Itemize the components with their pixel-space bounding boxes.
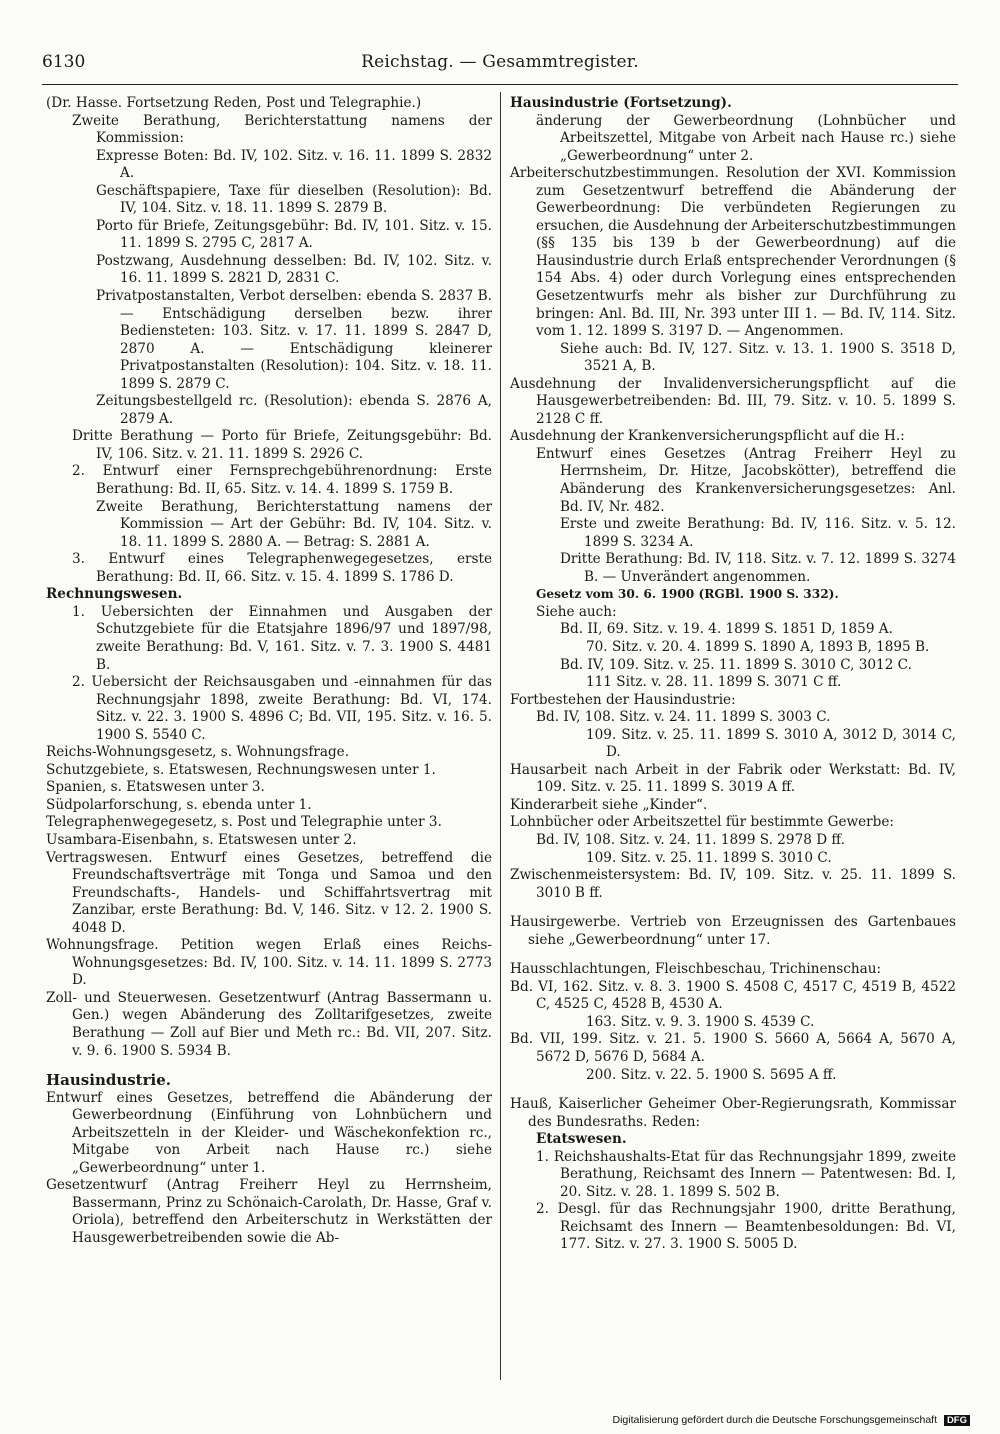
header-rule	[42, 84, 958, 85]
index-entry: änderung der Gewerbeordnung (Lohnbücher und Arbeitszettel, Mitgabe von Arbeit nach Hause rc.) siehe „Gewerbeordnung“ unter 2.	[536, 112, 956, 164]
cross-reference: Telegraphenwegegesetz, s. Post und Telegraphie unter 3.	[46, 814, 442, 831]
numbered-entry: 1. Reichshaushalts-Etat für das Rechnungsjahr 1899, zweite Berathung, Reichsamt des Innern — Patentwesen: Bd. I, 20. Sitz. v. 28. 1. 1899 S. 502 B.	[536, 1148, 956, 1200]
cross-reference: Schutzgebiete, s. Etatswesen, Rechnungswesen unter 1.	[46, 761, 436, 778]
index-entry: Erste und zweite Berathung: Bd. IV, 116. Sitz. v. 5. 12. 1899 S. 3234 A.	[560, 516, 956, 550]
index-entry: 200. Sitz. v. 22. 5. 1900 S. 5695 A ff.	[586, 1066, 837, 1083]
index-entry: Bd. VI, 162. Sitz. v. 8. 3. 1900 S. 4508 C, 4517 C, 4519 B, 4522 C, 4525 C, 4528 B, 4530 A.	[510, 978, 956, 1013]
index-entry: Ausdehnung der Invalidenversicherungspflicht auf die Hausgewerbetreibenden: Bd. III, 79. Sitz. v. 10. 5. 1899 S. 2128 C ff.	[510, 375, 956, 427]
index-entry: Dritte Berathung — Porto für Briefe, Zeitungsgebühr: Bd. IV, 106. Sitz. v. 21. 11. 1899 S. 2926 C.	[72, 428, 492, 462]
numbered-entry: 2. Desgl. für das Rechnungsjahr 1900, dritte Berathung, Reichsamt des Innern — Beamtenbesoldungen: Bd. VI, 177. Sitz. v. 27. 3. 1900 S. 5005 D.	[536, 1201, 956, 1253]
index-entry: Entwurf eines Gesetzes, betreffend die Abänderung der Gewerbeordnung (Einführung von Lohnbüchern und Arbeitszetteln in der Kleider- und Wäschekonfektion rc., Mitgabe von Arbeit nach Hause rc.) siehe „Gewerbeordnung“ unter 1.	[46, 1089, 492, 1176]
cross-reference: Südpolarforschung, s. ebenda unter 1.	[46, 796, 312, 813]
cross-reference: Reichs-Wohnungsgesetz, s. Wohnungsfrage.	[46, 744, 350, 761]
left-column	[46, 95, 492, 1248]
numbered-entry: 3. Entwurf eines Telegraphenwegegesetzes, erste Berathung: Bd. II, 66. Sitz. v. 15. 4. 1899 S. 1786 D.	[72, 551, 492, 585]
index-entry: 70. Sitz. v. 20. 4. 1899 S. 1890 A, 1893 B, 1895 B.	[586, 638, 930, 655]
index-entry: Arbeiterschutzbestimmungen. Resolution der XVI. Kommission zum Gesetzentwurf betreffend die Abänderung der Gewerbeordnung: Die verbündeten Regierungen zu ersuchen, die Ausdehnung der Arbeiterschutzbestimmungen (§§ 135 bis 139 b der Gewerbeordnung) auf die Hausindustrie durch Erlaß entsprechender Verordnungen (§ 154 Abs. 4) oder durch Vorlegung eines entsprechenden Gesetzentwurfs mehr als bisher zur Durchführung zu bringen: Anl. Bd. III, Nr. 393 unter III 1. — Bd. IV, 114. Sitz. vom 1. 12. 1899 S. 3197 D. — Angenommen.	[510, 165, 956, 340]
page-number: 6130	[42, 52, 86, 72]
index-entry: Postzwang, Ausdehnung desselben: Bd. IV, 102. Sitz. v. 16. 11. 1899 S. 2821 D, 2831 C.	[96, 252, 492, 287]
numbered-entry: 2. Entwurf einer Fernsprechgebührenordnung: Erste Berathung: Bd. II, 65. Sitz. v. 14. 4. 1899 S. 1759 B.	[72, 463, 492, 498]
cross-reference: Spanien, s. Etatswesen unter 3.	[46, 779, 265, 796]
cross-reference: Usambara-Eisenbahn, s. Etatswesen unter 2.	[46, 831, 357, 848]
index-entry: Hauß, Kaiserlicher Geheimer Ober-Regierungsrath, Kommissar des Bundesraths. Reden:	[510, 1096, 956, 1130]
index-entry: Fortbestehen der Hausindustrie:	[510, 691, 736, 708]
index-entry: 109. Sitz. v. 25. 11. 1899 S. 3010 C.	[586, 849, 832, 866]
index-entry: Ausdehnung der Krankenversicherungspflicht auf die H.:	[510, 428, 905, 445]
index-entry: Wohnungsfrage. Petition wegen Erlaß eines Reichs-Wohnungsgesetzes: Bd. IV, 100. Sitz. v. 14. 11. 1899 S. 2773 D.	[46, 937, 492, 989]
index-entry: (Dr. Hasse. Fortsetzung Reden, Post und Telegraphie.)	[46, 95, 422, 111]
right-column	[510, 95, 956, 1254]
page-header	[42, 52, 958, 78]
index-entry: Siehe auch: Bd. IV, 127. Sitz. v. 13. 1. 1900 S. 3518 D, 3521 A, B.	[560, 340, 956, 375]
index-entry: Bd. IV, 108. Sitz. v. 24. 11. 1899 S. 3003 C.	[536, 709, 831, 726]
dfg-logo: DFG	[944, 1415, 970, 1426]
law-citation: Gesetz vom 30. 6. 1900 (RGBl. 1900 S. 332).	[536, 587, 839, 602]
index-entry: Vertragswesen. Entwurf eines Gesetzes, betreffend die Freundschaftsverträge mit Tonga und Samoa und den Freundschafts-, Handels- und Schiffahrtsvertrag mit Zanzibar, erste Berathung: Bd. V, 146. Sitz. v 12. 2. 1900 S. 4048 D.	[46, 849, 492, 936]
index-entry: Zweite Berathung, Berichterstattung namens der Kommission:	[72, 112, 492, 147]
column-divider	[500, 92, 501, 1380]
index-entry: Siehe auch:	[536, 603, 617, 620]
index-entry: Zwischenmeistersystem: Bd. IV, 109. Sitz. v. 25. 11. 1899 S. 3010 B ff.	[510, 867, 956, 901]
index-entry: Hausarbeit nach Arbeit in der Fabrik oder Werkstatt: Bd. IV, 109. Sitz. v. 25. 11. 1899 S. 3019 A ff.	[510, 761, 956, 796]
index-entry: Expresse Boten: Bd. IV, 102. Sitz. v. 16. 11. 1899 S. 2832 A.	[96, 147, 492, 182]
numbered-entry: 1. Uebersichten der Einnahmen und Ausgaben der Schutzgebiete für die Etatsjahre 1896/97 und 1897/98, zweite Berathung: Bd. V, 161. Sitz. v. 7. 3. 1900 S. 4481 B.	[72, 603, 492, 673]
running-head: Reichstag. — Gesammtregister.	[361, 52, 639, 72]
main-heading: Hausindustrie.	[46, 1071, 171, 1090]
index-entry: Dritte Berathung: Bd. IV, 118. Sitz. v. 7. 12. 1899 S. 3274 B. — Unverändert angenommen.	[560, 551, 956, 585]
index-entry: Gesetzentwurf (Antrag Freiherr Heyl zu Herrnsheim, Bassermann, Prinz zu Schönaich-Carolath, Dr. Hasse, Graf v. Oriola), betreffend den Arbeiterschutz in Werkstätten der Hausgewerbetreibenden sowie die Ab-	[46, 1177, 492, 1246]
index-entry: Zeitungsbestellgeld rc. (Resolution): ebenda S. 2876 A, 2879 A.	[96, 393, 492, 427]
index-entry: Bd. IV, 108. Sitz. v. 24. 11. 1899 S. 2978 D ff.	[536, 831, 845, 848]
numbered-entry: 2. Uebersicht der Reichsausgaben und -einnahmen für das Rechnungsjahr 1898, zweite Berathung: Bd. VI, 174. Sitz. v. 22. 3. 1900 S. 4896 C; Bd. VII, 195. Sitz. v. 16. 5. 1900 S. 5540 C.	[72, 674, 492, 743]
index-entry: 111 Sitz. v. 28. 11. 1899 S. 3071 C ff.	[586, 674, 842, 691]
index-entry: 109. Sitz. v. 25. 11. 1899 S. 3010 A, 3012 D, 3014 C, D.	[586, 726, 956, 761]
subject-heading: Etatswesen.	[536, 1131, 627, 1148]
index-entry: Entwurf eines Gesetzes (Antrag Freiherr Heyl zu Herrnsheim, Dr. Hitze, Jacobskötter), betreffend die Abänderung des Krankenversicherungsgesetzes: Anl. Bd. IV, Nr. 482.	[536, 445, 956, 515]
index-entry: Porto für Briefe, Zeitungsgebühr: Bd. IV, 101. Sitz. v. 15. 11. 1899 S. 2795 C, 2817 A.	[96, 217, 492, 252]
index-entry: Hausirgewerbe. Vertrieb von Erzeugnissen des Gartenbaues siehe „Gewerbeordnung“ unter 17.	[510, 914, 956, 948]
index-entry: 163. Sitz. v. 9. 3. 1900 S. 4539 C.	[586, 1013, 815, 1030]
index-entry: Bd. VII, 199. Sitz. v. 21. 5. 1900 S. 5660 A, 5664 A, 5670 A, 5672 D, 5676 D, 5684 A.	[510, 1031, 956, 1065]
index-entry: Bd. IV, 109. Sitz. v. 25. 11. 1899 S. 3010 C, 3012 C.	[560, 656, 912, 673]
index-entry: Hausschlachtungen, Fleischbeschau, Trichinenschau:	[510, 961, 882, 978]
continued-heading: Hausindustrie (Fortsetzung).	[510, 95, 732, 111]
index-entry: Zweite Berathung, Berichterstattung namens der Kommission — Art der Gebühr: Bd. IV, 104. Sitz. v. 18. 11. 1899 S. 2880 A. — Betrag: S. 2881 A.	[96, 498, 492, 550]
index-entry: Zoll- und Steuerwesen. Gesetzentwurf (Antrag Bassermann u. Gen.) wegen Abänderung des Zolltarifgesetzes, zweite Berathung — Zoll auf Bier und Meth rc.: Bd. VII, 207. Sitz. v. 9. 6. 1900 S. 5934 B.	[46, 989, 492, 1059]
subject-heading: Rechnungswesen.	[46, 586, 183, 603]
index-entry: Bd. II, 69. Sitz. v. 19. 4. 1899 S. 1851 D, 1859 A.	[560, 621, 893, 638]
index-entry: Privatpostanstalten, Verbot derselben: ebenda S. 2837 B. — Entschädigung derselben bezw. ihrer Bediensteten: 103. Sitz. v. 17. 11. 1899 S. 2847 D, 2870 A. — Entschädigung kleinerer Privatpostanstalten (Resolution): 104. Sitz. v. 18. 11. 1899 S. 2879 C.	[96, 288, 492, 392]
footer-text: Digitalisierung gefördert durch die Deutsche Forschungsgemeinschaft	[612, 1414, 938, 1426]
index-entry: Geschäftspapiere, Taxe für dieselben (Resolution): Bd. IV, 104. Sitz. v. 18. 11. 1899 S. 2879 B.	[96, 182, 492, 217]
index-entry: Lohnbücher oder Arbeitszettel für bestimmte Gewerbe:	[510, 814, 895, 831]
index-entry: Kinderarbeit siehe „Kinder“.	[510, 796, 708, 813]
digitization-footer	[613, 1414, 971, 1426]
